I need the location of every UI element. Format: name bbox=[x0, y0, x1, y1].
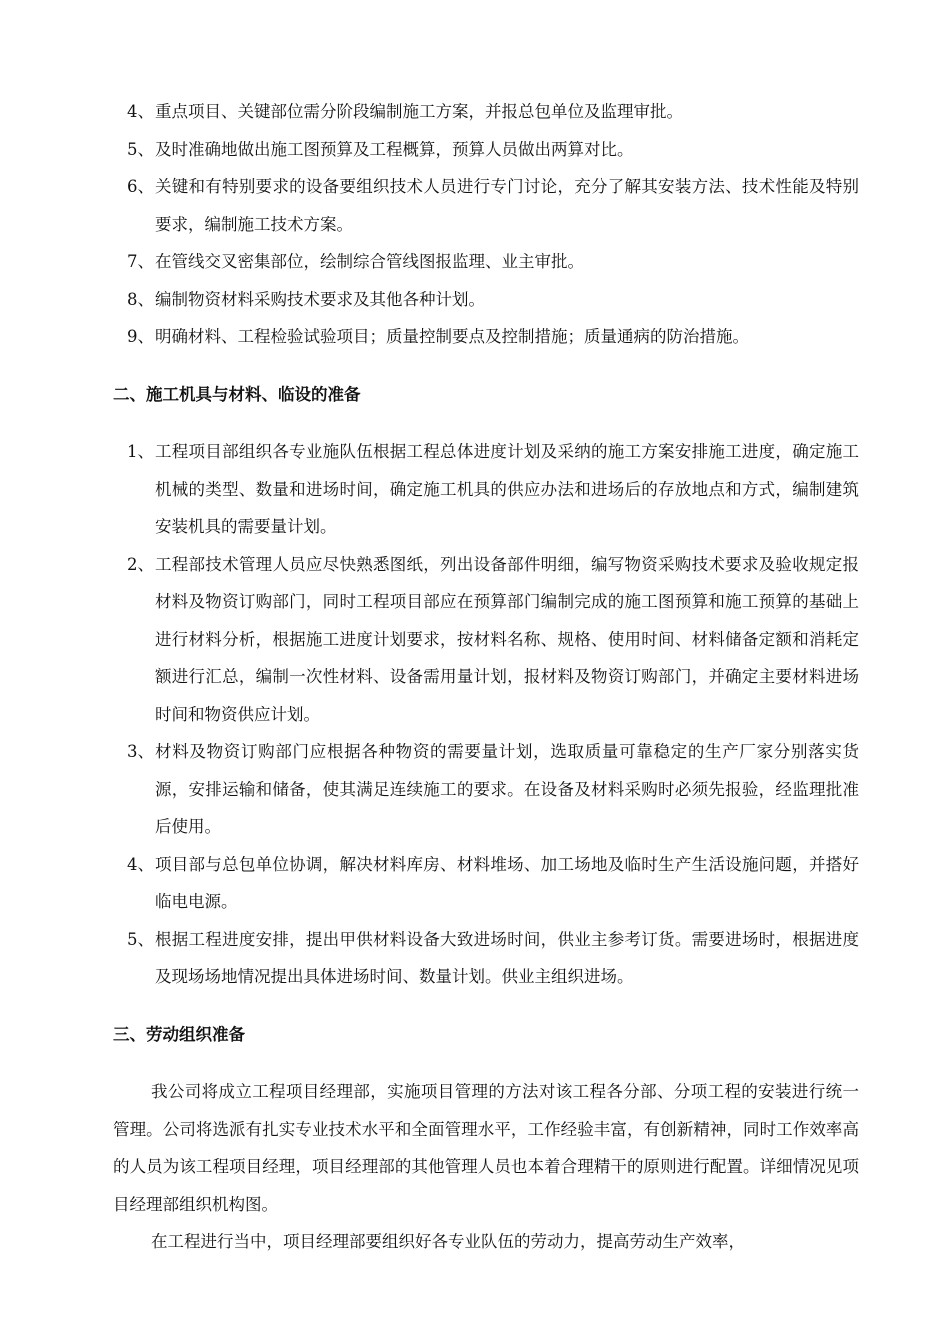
item-number: 2、 bbox=[127, 554, 154, 574]
list-item bbox=[113, 93, 859, 131]
list-item bbox=[113, 846, 859, 921]
paragraph: 我公司将成立工程项目经理部，实施项目管理的方法对该工程各分部、分项工程的安装进行统一管理。公司将选派有扎实专业技术水平和全面管理水平，工作经验丰富，有创新精神，同时工作效率高的人员为该工程项目经理，项目经理部的其他管理人员也本着合理精干的原则进行配置。详细情况见项目经理部组织机构图。 bbox=[113, 1082, 859, 1214]
item-text: 关键和有特别要求的设备要组织技术人员进行专门讨论，充分了解其安装方法、技术性能及特别要求，编制施工技术方案。 bbox=[155, 177, 859, 234]
item-text: 材料及物资订购部门应根据各种物资的需要量计划，选取质量可靠稳定的生产厂家分别落实货源，安排运输和储备，使其满足连续施工的要求。在设备及材料采购时必须先报验，经监理批准后使用。 bbox=[155, 742, 859, 836]
item-number: 3、 bbox=[127, 742, 154, 761]
list-prep-items bbox=[113, 93, 859, 356]
list-item bbox=[113, 243, 859, 281]
item-number: 4、 bbox=[127, 102, 154, 121]
item-number: 5、 bbox=[127, 929, 154, 949]
item-text: 工程部技术管理人员应尽快熟悉图纸，列出设备部件明细，编写物资采购技术要求及验收规定报材料及物资订购部门，同时工程项目部应在预算部门编制完成的施工图预算和施工预算的基础上进行材料分析，根据施工进度计划要求，按材料名称、规格、使用时间、材料储备定额和消耗定额进行汇总，编制一次性材料、设备需用量计划，报材料及物资订购部门，并确定主要材料进场时间和物资供应计划。 bbox=[155, 554, 859, 724]
item-text: 根据工程进度安排，提出甲供材料设备大致进场时间，供业主参考订货。需要进场时，根据进度及现场场地情况提出具体进场时间、数量计划。供业主组织进场。 bbox=[155, 929, 859, 986]
list-item bbox=[113, 131, 859, 169]
item-text: 及时准确地做出施工图预算及工程概算，预算人员做出两算对比。 bbox=[155, 139, 634, 159]
paragraph: 在工程进行当中，项目经理部要组织好各专业队伍的劳动力，提高劳动生产效率， bbox=[151, 1232, 745, 1251]
item-number: 1、 bbox=[127, 442, 154, 461]
item-text: 工程项目部组织各专业施队伍根据工程总体进度计划及采纳的施工方案安排施工进度，确定施工机械的类型、数量和进场时间，确定施工机具的供应办法和进场后的存放地点和方式，编制建筑安装机具的需要量计划。 bbox=[155, 442, 859, 536]
item-number: 9、 bbox=[127, 327, 154, 346]
list-item bbox=[113, 921, 859, 996]
item-number: 5、 bbox=[127, 139, 154, 159]
section-heading-labor: 三、劳动组织准备 bbox=[113, 1024, 245, 1044]
item-text: 重点项目、关键部位需分阶段编制施工方案，并报总包单位及监理审批。 bbox=[155, 102, 683, 121]
item-number: 8、 bbox=[127, 289, 154, 309]
item-text: 编制物资材料采购技术要求及其他各种计划。 bbox=[155, 289, 485, 309]
section-heading-equipment: 二、施工机具与材料、临设的准备 bbox=[113, 384, 361, 404]
item-number: 4、 bbox=[127, 854, 154, 874]
list-item bbox=[113, 318, 859, 356]
item-text: 明确材料、工程检验试验项目；质量控制要点及控制措施；质量通病的防治措施。 bbox=[155, 327, 749, 346]
item-number: 6、 bbox=[127, 177, 154, 196]
list-equipment-items bbox=[113, 433, 859, 996]
list-item bbox=[113, 733, 859, 846]
list-item bbox=[113, 168, 859, 243]
item-text: 在管线交叉密集部位，绘制综合管线图报监理、业主审批。 bbox=[155, 252, 584, 271]
document-body bbox=[113, 93, 859, 1261]
list-item bbox=[113, 281, 859, 319]
list-item bbox=[113, 546, 859, 734]
item-text: 项目部与总包单位协调，解决材料库房、材料堆场、加工场地及临时生产生活设施问题，并搭好临电电源。 bbox=[155, 854, 859, 911]
item-number: 7、 bbox=[127, 252, 154, 271]
list-item bbox=[113, 433, 859, 546]
